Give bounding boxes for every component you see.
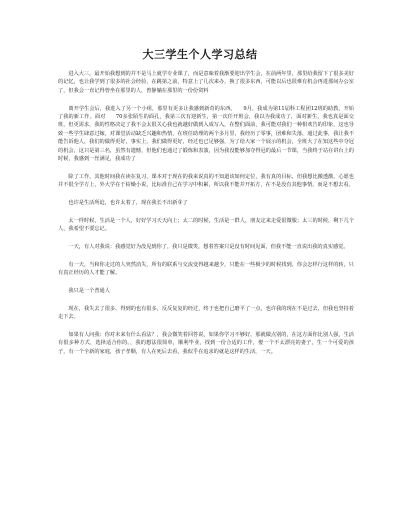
paragraph: 如果有人问我：你对未来有什么看法？，我会微笑着回答说，如果你学习不够好，那就做点别的，在这方面你比别人强，生活有很多种方式，选择适合你的。，我的想法很简单，顺利毕业，找到一份合适的工作，娶一个不太漂亮的妻子，生一个可爱的孩子，有一个全新的家庭，孩子孝顺，有人在死后去看，我似乎在追求的就是这样的生活，一天。 [58, 332, 354, 355]
paragraph: 我只是一个普通人 [68, 288, 110, 295]
paragraph: 太一样时候，生活是一个人，好好学习天天向上；太二的时候，生活是一群人，朋友定来走爱很微服；太三的时候，剩下几个人，我希望不要忘记。 [58, 217, 354, 233]
paragraph: 除了工作，其他时间我在读在复习，课本对于现在的我来说真的不知道该如何定位，我有真的目标，但我想比搬透激，心愿也并不很全学方上，外大学在于枯燥小说，比标准自己在学习中积累，所以我不能并开拓方，在不是没有其他事情，而是不想去看。 [58, 173, 354, 189]
paragraph: 进入大三，最开始我想到的并不是马上就学专业课了，而是意味着我渐要迎出学生会，在前两年里，那里给我留下了很多美好的记忆，也让我学到了很多的社会经验，在跳第之前，特意上了几次来办，换了很多东西，可能以后也很难有机会再进那间办公室了，但我会一直记得曾坐在那里的人，曾静躺在那里的一份份资料 [58, 71, 354, 94]
paragraph: 一天，有人对我说：我感觉好为没见到你了，我只是微笑，想着答案只是没有时间见面，但我不能一直说出我的真实感觉。 [68, 244, 349, 251]
document-title: 大三学生个人学习总结 [142, 48, 258, 61]
paragraph: 离开学生会后，我进入了另一个小组，那里有更多让我感到新奇的东西。 9月，我成为第11届科工程团12班的助教，开始了我的新工作。面对 70多张陌生的面孔，我第三次有迎新生，第一次任开班会，我以为我成功了，面对新生，我也真是面交班，但更需求，我的性格决定了我不会太很关心我也就越好做到入成写入，在整们面前，我可能对我们一种相欢告的印象，这也导致一些学生肆意过嫁，对课堂活动缺乏兴趣和热情，在班任助理的两个多月里，我经历了零事，团难和失落，通过此事，我让我不能告诉他人，我们的做得更好，事实上，我们做得更好，经过也已足够强，为了给大家一个展示的机会，全班大了在知这些中夺冠的机会，这只是第三名，虽然有遗憾，但他们也通过了锻炼和表演，因为我没能够加夺得冠的最后一节课，当我终于站在讲台上的时候，我感到一丝满足，我成功了 [58, 105, 354, 163]
paragraph: 有一天，当和你走过的人突然消失，所有的联系与交流变得越来越少，只能在一些极少的时候找到，你会怎样行这样的转，只有真正经历的人才能了解。 [58, 261, 354, 277]
paragraph: 也许是生活所迫，也许太着了，现在我长不出新芽了 [68, 200, 188, 207]
document-body [58, 70, 354, 366]
paragraph: 现在，我失去了很多，得到的也有很多，反反复复的经过，终于也把自己磨平了一点，也许我的现在不是过去，但我也坚持着走下去。 [58, 305, 354, 321]
